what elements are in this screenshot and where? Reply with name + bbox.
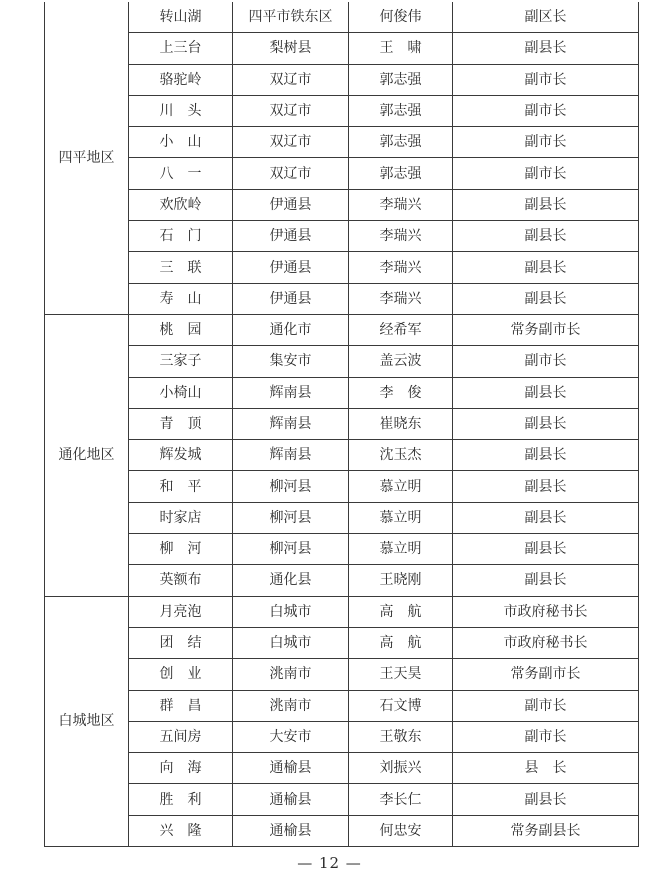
- table-row: [45, 659, 639, 690]
- position-cell: 副市长: [453, 721, 639, 752]
- county-cell: 柳河县: [233, 502, 349, 533]
- responsible-person-cell: 石文博: [349, 690, 453, 721]
- reservoir-name-cell: 转山湖: [129, 2, 233, 33]
- position-cell: 县 长: [453, 753, 639, 784]
- responsible-person-cell: 慕立明: [349, 502, 453, 533]
- responsible-person-cell: 李瑞兴: [349, 189, 453, 220]
- responsible-person-cell: 高 航: [349, 596, 453, 627]
- responsible-person-cell: 王天昊: [349, 659, 453, 690]
- position-cell: 副县长: [453, 252, 639, 283]
- county-cell: 梨树县: [233, 33, 349, 64]
- county-cell: 辉南县: [233, 440, 349, 471]
- position-cell: 副区长: [453, 2, 639, 33]
- responsible-person-cell: 王敬东: [349, 721, 453, 752]
- county-cell: 伊通县: [233, 221, 349, 252]
- table-row: [45, 64, 639, 95]
- county-cell: 集安市: [233, 346, 349, 377]
- reservoir-name-cell: 骆驼岭: [129, 64, 233, 95]
- county-cell: 伊通县: [233, 189, 349, 220]
- county-cell: 大安市: [233, 721, 349, 752]
- table-row: [45, 127, 639, 158]
- responsible-person-cell: 慕立明: [349, 534, 453, 565]
- table-row: [45, 596, 639, 627]
- position-cell: 市政府秘书长: [453, 627, 639, 658]
- county-cell: 白城市: [233, 627, 349, 658]
- region-cell: 四平地区: [45, 2, 129, 314]
- table-row: [45, 314, 639, 345]
- county-cell: 双辽市: [233, 64, 349, 95]
- reservoir-name-cell: 桃 园: [129, 314, 233, 345]
- table-body: [45, 2, 639, 847]
- table-row: [45, 721, 639, 752]
- reservoir-name-cell: 兴 隆: [129, 815, 233, 846]
- reservoir-name-cell: 月亮泡: [129, 596, 233, 627]
- responsible-person-cell: 何忠安: [349, 815, 453, 846]
- reservoir-name-cell: 上三台: [129, 33, 233, 64]
- reservoir-name-cell: 欢欣岭: [129, 189, 233, 220]
- table-row: [45, 346, 639, 377]
- position-cell: 副县长: [453, 33, 639, 64]
- table-row: [45, 690, 639, 721]
- reservoir-name-cell: 川 头: [129, 95, 233, 126]
- responsible-person-cell: 刘振兴: [349, 753, 453, 784]
- responsible-person-cell: 李瑞兴: [349, 252, 453, 283]
- table-row: [45, 221, 639, 252]
- table-row: [45, 189, 639, 220]
- responsible-person-cell: 沈玉杰: [349, 440, 453, 471]
- county-cell: 伊通县: [233, 283, 349, 314]
- responsible-person-cell: 崔晓东: [349, 408, 453, 439]
- responsible-person-cell: 郭志强: [349, 127, 453, 158]
- position-cell: 市政府秘书长: [453, 596, 639, 627]
- table-row: [45, 440, 639, 471]
- reservoir-name-cell: 英额布: [129, 565, 233, 596]
- reservoir-name-cell: 柳 河: [129, 534, 233, 565]
- position-cell: 副县长: [453, 377, 639, 408]
- county-cell: 伊通县: [233, 252, 349, 283]
- position-cell: 副市长: [453, 95, 639, 126]
- table-row: [45, 534, 639, 565]
- responsible-person-cell: 李长仁: [349, 784, 453, 815]
- region-cell: 白城地区: [45, 596, 129, 846]
- position-cell: 副县长: [453, 283, 639, 314]
- table-row: [45, 408, 639, 439]
- county-cell: 柳河县: [233, 534, 349, 565]
- county-cell: 洮南市: [233, 659, 349, 690]
- county-cell: 白城市: [233, 596, 349, 627]
- reservoir-name-cell: 群 昌: [129, 690, 233, 721]
- county-cell: 辉南县: [233, 408, 349, 439]
- position-cell: 副县长: [453, 440, 639, 471]
- county-cell: 辉南县: [233, 377, 349, 408]
- county-cell: 柳河县: [233, 471, 349, 502]
- responsible-person-cell: 李瑞兴: [349, 221, 453, 252]
- table-row: [45, 565, 639, 596]
- county-cell: 通榆县: [233, 784, 349, 815]
- county-cell: 四平市铁东区: [233, 2, 349, 33]
- position-cell: 副市长: [453, 127, 639, 158]
- reservoir-name-cell: 八 一: [129, 158, 233, 189]
- county-cell: 通榆县: [233, 753, 349, 784]
- table-row: [45, 502, 639, 533]
- responsible-person-cell: 李 俊: [349, 377, 453, 408]
- county-cell: 通化县: [233, 565, 349, 596]
- table-row: [45, 33, 639, 64]
- position-cell: 副县长: [453, 534, 639, 565]
- position-cell: 副县长: [453, 408, 639, 439]
- county-cell: 通化市: [233, 314, 349, 345]
- reservoir-name-cell: 胜 利: [129, 784, 233, 815]
- reservoir-name-cell: 小 山: [129, 127, 233, 158]
- responsible-person-cell: 慕立明: [349, 471, 453, 502]
- table-row: [45, 815, 639, 846]
- reservoir-name-cell: 寿 山: [129, 283, 233, 314]
- position-cell: 副县长: [453, 221, 639, 252]
- county-cell: 通榆县: [233, 815, 349, 846]
- reservoir-name-cell: 向 海: [129, 753, 233, 784]
- reservoir-name-cell: 五间房: [129, 721, 233, 752]
- reservoir-name-cell: 团 结: [129, 627, 233, 658]
- reservoir-name-cell: 创 业: [129, 659, 233, 690]
- county-cell: 双辽市: [233, 158, 349, 189]
- county-cell: 双辽市: [233, 95, 349, 126]
- table-row: [45, 471, 639, 502]
- responsible-person-cell: 李瑞兴: [349, 283, 453, 314]
- responsible-person-cell: 何俊伟: [349, 2, 453, 33]
- position-cell: 常务副市长: [453, 659, 639, 690]
- county-cell: 双辽市: [233, 127, 349, 158]
- table-row: [45, 753, 639, 784]
- table-row: [45, 95, 639, 126]
- responsible-person-cell: 郭志强: [349, 95, 453, 126]
- reservoir-name-cell: 石 门: [129, 221, 233, 252]
- county-cell: 洮南市: [233, 690, 349, 721]
- responsible-person-cell: 经希军: [349, 314, 453, 345]
- responsible-person-cell: 王晓刚: [349, 565, 453, 596]
- region-cell: 通化地区: [45, 314, 129, 596]
- table-row: [45, 158, 639, 189]
- page-number: — 12 —: [297, 854, 362, 872]
- position-cell: 副县长: [453, 784, 639, 815]
- reservoir-name-cell: 时家店: [129, 502, 233, 533]
- position-cell: 副市长: [453, 64, 639, 95]
- position-cell: 副县长: [453, 471, 639, 502]
- table-row: [45, 283, 639, 314]
- position-cell: 副县长: [453, 565, 639, 596]
- table-row: [45, 627, 639, 658]
- reservoir-name-cell: 三 联: [129, 252, 233, 283]
- reservoir-name-cell: 和 平: [129, 471, 233, 502]
- responsible-person-cell: 盖云波: [349, 346, 453, 377]
- position-cell: 副县长: [453, 502, 639, 533]
- position-cell: 副市长: [453, 690, 639, 721]
- responsibility-table: [44, 2, 639, 847]
- responsible-person-cell: 郭志强: [349, 64, 453, 95]
- table-row: [45, 377, 639, 408]
- table-row: [45, 2, 639, 33]
- responsible-person-cell: 郭志强: [349, 158, 453, 189]
- table-row: [45, 252, 639, 283]
- position-cell: 常务副县长: [453, 815, 639, 846]
- reservoir-name-cell: 青 顶: [129, 408, 233, 439]
- reservoir-name-cell: 小椅山: [129, 377, 233, 408]
- reservoir-name-cell: 三家子: [129, 346, 233, 377]
- position-cell: 副市长: [453, 346, 639, 377]
- table-row: [45, 784, 639, 815]
- responsible-person-cell: 王 啸: [349, 33, 453, 64]
- position-cell: 副县长: [453, 189, 639, 220]
- position-cell: 常务副市长: [453, 314, 639, 345]
- reservoir-name-cell: 辉发城: [129, 440, 233, 471]
- responsible-person-cell: 高 航: [349, 627, 453, 658]
- position-cell: 副市长: [453, 158, 639, 189]
